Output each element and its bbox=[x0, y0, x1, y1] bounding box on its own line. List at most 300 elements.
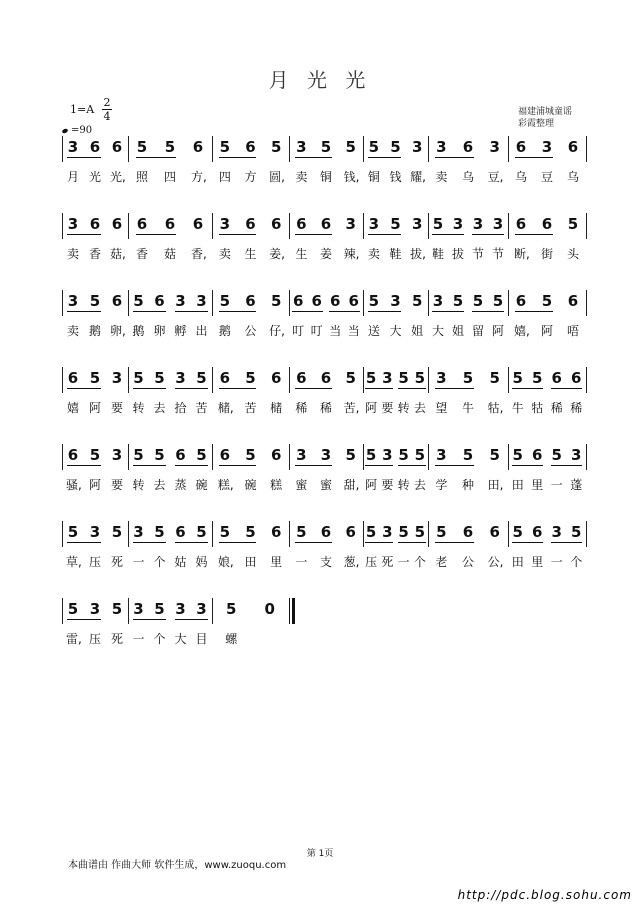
note: 3 bbox=[67, 138, 79, 156]
eighth-beam bbox=[435, 542, 474, 543]
lyric-syllable: 卖 bbox=[66, 324, 79, 338]
lyric-syllable: 转 bbox=[132, 401, 145, 415]
note: 3 bbox=[67, 215, 79, 233]
lyric-syllable: 月 bbox=[66, 170, 79, 184]
eighth-beam bbox=[175, 619, 208, 620]
lyric-syllable: 一 bbox=[132, 555, 145, 569]
note: 5 bbox=[432, 215, 444, 233]
lyric-syllable: 糕, bbox=[217, 478, 234, 492]
lyric-syllable: 仔, bbox=[269, 324, 285, 338]
lyric-syllable: 一 bbox=[550, 478, 563, 492]
barline bbox=[586, 444, 587, 470]
note: 6 bbox=[296, 215, 307, 233]
eighth-beam bbox=[515, 311, 553, 312]
note: 6 bbox=[515, 292, 527, 310]
note: 3 bbox=[472, 215, 484, 233]
barline bbox=[428, 290, 429, 316]
note: 6 bbox=[111, 292, 123, 310]
lyric-syllable: 当 bbox=[329, 324, 342, 338]
lyric-syllable: 老 bbox=[435, 555, 448, 569]
note: 6 bbox=[320, 523, 332, 541]
eighth-beam bbox=[512, 465, 544, 466]
note: 3 bbox=[133, 523, 144, 541]
lyric-syllable: 里 bbox=[270, 555, 283, 569]
lyric-syllable: 断, bbox=[514, 247, 530, 261]
lyric-syllable: 拾 bbox=[174, 401, 187, 415]
note: 5 bbox=[365, 523, 377, 541]
final-barline-thick bbox=[292, 598, 295, 624]
lyric-syllable: 香 bbox=[135, 247, 148, 261]
lyric-syllable: 草, bbox=[66, 555, 82, 569]
lyric-syllable: 雷, bbox=[66, 632, 82, 646]
note: 3 bbox=[368, 215, 380, 233]
note: 3 bbox=[175, 369, 186, 387]
note: 6 bbox=[164, 215, 176, 233]
note: 6 bbox=[320, 215, 332, 233]
note: 6 bbox=[532, 446, 543, 464]
lyric-syllable: 个 bbox=[570, 555, 583, 569]
note: 5 bbox=[345, 138, 356, 156]
lyric-syllable: 留 bbox=[471, 324, 484, 338]
note: 3 bbox=[111, 369, 123, 387]
eighth-beam bbox=[67, 311, 101, 312]
note: 5 bbox=[390, 215, 401, 233]
note: 3 bbox=[452, 215, 464, 233]
tempo-mark bbox=[62, 125, 92, 136]
eighth-beam bbox=[175, 542, 208, 543]
eighth-beam bbox=[551, 465, 583, 466]
lyric-syllable: 耀, bbox=[410, 170, 426, 184]
eighth-beam bbox=[292, 311, 323, 312]
note: 3 bbox=[196, 292, 207, 310]
barline bbox=[428, 444, 429, 470]
eighth-beam bbox=[435, 465, 474, 466]
note: 5 bbox=[320, 138, 332, 156]
note: 5 bbox=[245, 523, 256, 541]
barline bbox=[363, 290, 364, 316]
lyric-syllable: 鞋 bbox=[431, 247, 444, 261]
barline bbox=[212, 290, 213, 316]
lyric-syllable: 田 bbox=[511, 478, 524, 492]
lyric-syllable: 一 bbox=[550, 555, 563, 569]
lyric-syllable: 光 bbox=[88, 170, 101, 184]
barline bbox=[363, 444, 364, 470]
lyric-syllable: 死 bbox=[110, 632, 123, 646]
lyric-syllable: 乌 bbox=[514, 170, 527, 184]
lyric-syllable: 里 bbox=[531, 555, 544, 569]
lyric-syllable: 望 bbox=[435, 401, 448, 415]
lyric-syllable: 铜 bbox=[319, 170, 332, 184]
lyric-syllable: 送 bbox=[367, 324, 380, 338]
note: 5 bbox=[512, 369, 523, 387]
barline bbox=[586, 213, 587, 239]
barline bbox=[212, 367, 213, 393]
note: 6 bbox=[311, 292, 322, 310]
eighth-beam bbox=[398, 542, 426, 543]
eighth-beam bbox=[472, 311, 504, 312]
barline bbox=[128, 444, 129, 470]
lyric-syllable: 嬉 bbox=[66, 401, 79, 415]
note: 6 bbox=[320, 369, 332, 387]
note: 3 bbox=[345, 215, 356, 233]
eighth-beam bbox=[133, 311, 166, 312]
note: 5 bbox=[365, 446, 377, 464]
eighth-beam bbox=[67, 157, 101, 158]
lyric-syllable: 压 bbox=[365, 555, 378, 569]
eighth-beam bbox=[432, 234, 464, 235]
note: 6 bbox=[515, 215, 527, 233]
note: 5 bbox=[67, 523, 79, 541]
note: 5 bbox=[219, 292, 231, 310]
lyric-syllable: 死 bbox=[110, 555, 123, 569]
lyric-syllable: 一 bbox=[295, 555, 308, 569]
note: 5 bbox=[571, 523, 582, 541]
barline bbox=[212, 521, 213, 547]
barline bbox=[128, 290, 129, 316]
lyric-syllable: 田, bbox=[487, 478, 504, 492]
lyric-syllable: 鹅 bbox=[88, 324, 101, 338]
eighth-beam bbox=[295, 388, 332, 389]
lyric-syllable: 槠 bbox=[270, 401, 283, 415]
note: 5 bbox=[365, 369, 377, 387]
lyric-syllable: 牯, bbox=[487, 401, 504, 415]
final-barline-thin bbox=[289, 598, 290, 624]
note: 5 bbox=[89, 369, 101, 387]
lyric-syllable: 拔, bbox=[410, 247, 426, 261]
lyric-syllable: 卖 bbox=[367, 247, 380, 261]
note: 6 bbox=[219, 369, 231, 387]
lyric-syllable: 姜 bbox=[319, 247, 332, 261]
barline bbox=[212, 136, 213, 162]
lyric-syllable: 大 bbox=[174, 632, 187, 646]
lyric-syllable: 去 bbox=[413, 401, 426, 415]
lyric-syllable: 头 bbox=[566, 247, 579, 261]
lyric-syllable: 里 bbox=[531, 478, 544, 492]
eighth-beam bbox=[551, 542, 583, 543]
eighth-beam bbox=[398, 388, 426, 389]
lyric-syllable: 孵 bbox=[174, 324, 187, 338]
eighth-beam bbox=[133, 465, 166, 466]
lyric-syllable: 乌 bbox=[566, 170, 579, 184]
barline bbox=[289, 136, 290, 162]
eighth-beam bbox=[432, 311, 464, 312]
note: 6 bbox=[270, 369, 282, 387]
eighth-beam bbox=[175, 311, 208, 312]
note: 6 bbox=[136, 215, 148, 233]
time-signature bbox=[101, 96, 113, 123]
eighth-beam bbox=[295, 157, 332, 158]
barline bbox=[62, 213, 63, 239]
lyric-syllable: 方 bbox=[244, 170, 257, 184]
barline bbox=[586, 136, 587, 162]
note: 5 bbox=[164, 138, 176, 156]
lyric-syllable: 蒸 bbox=[174, 478, 187, 492]
note: 5 bbox=[489, 446, 500, 464]
note: 3 bbox=[320, 446, 332, 464]
note: 6 bbox=[89, 215, 101, 233]
note: 5 bbox=[111, 600, 123, 618]
lyric-syllable: 阿 bbox=[88, 478, 101, 492]
key-signature: 1=A bbox=[70, 103, 95, 116]
note: 3 bbox=[296, 138, 307, 156]
note: 6 bbox=[270, 215, 282, 233]
note: 5 bbox=[226, 600, 237, 618]
barline bbox=[289, 521, 290, 547]
note: 3 bbox=[89, 600, 101, 618]
eighth-beam bbox=[219, 465, 257, 466]
note: 3 bbox=[492, 215, 504, 233]
lyric-syllable: 稀 bbox=[319, 401, 332, 415]
lyric-syllable: 目 bbox=[195, 632, 208, 646]
note: 3 bbox=[382, 523, 393, 541]
note: 5 bbox=[345, 369, 356, 387]
lyric-syllable: 鞋 bbox=[389, 247, 402, 261]
eighth-beam bbox=[365, 542, 393, 543]
barline bbox=[289, 290, 290, 316]
note: 5 bbox=[414, 523, 426, 541]
lyric-syllable: 甜, bbox=[343, 478, 360, 492]
note: 3 bbox=[551, 523, 562, 541]
note: 5 bbox=[196, 369, 207, 387]
barline bbox=[128, 136, 129, 162]
page-number: 第 1页 bbox=[306, 849, 334, 859]
barline bbox=[428, 367, 429, 393]
barline bbox=[62, 136, 63, 162]
note: 5 bbox=[219, 138, 231, 156]
note: 5 bbox=[133, 292, 144, 310]
eighth-beam bbox=[512, 388, 544, 389]
note: 5 bbox=[512, 446, 523, 464]
lyric-syllable: 阿 bbox=[365, 401, 378, 415]
eighth-beam bbox=[133, 388, 166, 389]
lyric-syllable: 姐 bbox=[411, 324, 424, 338]
barline bbox=[128, 213, 129, 239]
lyric-syllable: 菇 bbox=[163, 247, 176, 261]
time-signature-top: 2 bbox=[103, 96, 111, 109]
lyric-syllable: 稀 bbox=[570, 401, 583, 415]
lyric-syllable: 要 bbox=[381, 401, 394, 415]
lyric-syllable: 蜜 bbox=[295, 478, 308, 492]
note: 6 bbox=[296, 369, 307, 387]
lyric-syllable: 压 bbox=[88, 555, 101, 569]
note: 3 bbox=[489, 138, 500, 156]
lyric-syllable: 当 bbox=[347, 324, 360, 338]
note: 5 bbox=[296, 523, 307, 541]
eighth-beam bbox=[295, 465, 332, 466]
lyric-syllable: 节 bbox=[491, 247, 504, 261]
lyric-syllable: 钱, bbox=[343, 170, 360, 184]
eighth-beam bbox=[133, 542, 166, 543]
barline bbox=[212, 444, 213, 470]
eighth-beam bbox=[219, 234, 257, 235]
eighth-beam bbox=[515, 234, 553, 235]
lyric-syllable: 鹅 bbox=[218, 324, 231, 338]
note: 3 bbox=[175, 292, 186, 310]
note: 6 bbox=[462, 138, 474, 156]
barline bbox=[62, 444, 63, 470]
note: 5 bbox=[154, 523, 165, 541]
barline bbox=[428, 521, 429, 547]
barline bbox=[62, 290, 63, 316]
note: 5 bbox=[390, 138, 401, 156]
lyric-syllable: 公 bbox=[244, 324, 257, 338]
lyric-syllable: 蜜 bbox=[319, 478, 332, 492]
note: 5 bbox=[133, 369, 144, 387]
lyric-syllable: 卖 bbox=[435, 170, 448, 184]
eighth-beam bbox=[295, 234, 332, 235]
note: 6 bbox=[111, 138, 123, 156]
lyric-syllable: 一 bbox=[132, 632, 145, 646]
note: 5 bbox=[154, 369, 165, 387]
lyric-syllable: 支 bbox=[319, 555, 332, 569]
note: 3 bbox=[390, 292, 401, 310]
lyric-syllable: 鹅 bbox=[132, 324, 145, 338]
lyric-syllable: 卵 bbox=[153, 324, 166, 338]
note: 5 bbox=[245, 369, 256, 387]
note: 6 bbox=[489, 523, 500, 541]
note: 6 bbox=[515, 138, 527, 156]
lyric-syllable: 娘, bbox=[217, 555, 234, 569]
note: 5 bbox=[512, 523, 523, 541]
note: 5 bbox=[398, 446, 409, 464]
note: 3 bbox=[436, 446, 447, 464]
note: 6 bbox=[532, 523, 543, 541]
lyric-syllable: 钱 bbox=[389, 170, 402, 184]
lyric-syllable: 牯 bbox=[531, 401, 544, 415]
lyric-syllable: 街 bbox=[540, 247, 553, 261]
quarter-note-icon bbox=[61, 127, 68, 133]
barline bbox=[428, 213, 429, 239]
lyric-syllable: 豆 bbox=[540, 170, 553, 184]
lyric-syllable: 种 bbox=[461, 478, 474, 492]
note: 5 bbox=[411, 292, 423, 310]
note: 5 bbox=[532, 369, 543, 387]
note: 3 bbox=[571, 446, 582, 464]
lyric-syllable: 去 bbox=[153, 401, 166, 415]
tempo-value: =90 bbox=[71, 125, 93, 136]
barline bbox=[363, 136, 364, 162]
eighth-beam bbox=[435, 388, 474, 389]
lyric-syllable: 骚, bbox=[66, 478, 82, 492]
barline bbox=[289, 444, 290, 470]
lyric-syllable: 辣, bbox=[343, 247, 360, 261]
barline bbox=[428, 136, 429, 162]
lyric-syllable: 槠, bbox=[217, 401, 234, 415]
eighth-beam bbox=[551, 388, 583, 389]
lyric-syllable: 转 bbox=[397, 478, 410, 492]
note: 5 bbox=[133, 446, 144, 464]
eighth-beam bbox=[435, 157, 474, 158]
note: 5 bbox=[136, 138, 148, 156]
note: 6 bbox=[175, 446, 186, 464]
lyric-syllable: 苦 bbox=[244, 401, 257, 415]
eighth-beam bbox=[368, 311, 402, 312]
note: 6 bbox=[462, 523, 474, 541]
note: 5 bbox=[111, 523, 123, 541]
lyric-syllable: 豆, bbox=[487, 170, 504, 184]
note: 5 bbox=[89, 446, 101, 464]
note: 6 bbox=[245, 215, 256, 233]
eighth-beam bbox=[136, 234, 176, 235]
note: 6 bbox=[541, 215, 553, 233]
lyric-syllable: 四 bbox=[218, 170, 231, 184]
lyric-syllable: 方, bbox=[191, 170, 207, 184]
lyric-syllable: 个 bbox=[413, 555, 426, 569]
note: 5 bbox=[270, 292, 282, 310]
note: 5 bbox=[472, 292, 484, 310]
lyric-syllable: 圆, bbox=[269, 170, 285, 184]
note: 5 bbox=[541, 292, 553, 310]
eighth-beam bbox=[219, 311, 257, 312]
note: 3 bbox=[436, 138, 447, 156]
watermark: http://pdc.blog.sohu.com bbox=[457, 888, 632, 902]
note: 3 bbox=[296, 446, 307, 464]
note: 6 bbox=[192, 138, 204, 156]
lyric-syllable: 学 bbox=[435, 478, 448, 492]
note: 3 bbox=[436, 369, 447, 387]
lyric-syllable: 嬉, bbox=[514, 324, 530, 338]
lyric-syllable: 姐 bbox=[451, 324, 464, 338]
lyric-syllable: 唔 bbox=[566, 324, 579, 338]
lyric-syllable: 要 bbox=[381, 478, 394, 492]
lyric-syllable: 阿 bbox=[540, 324, 553, 338]
note: 5 bbox=[154, 600, 165, 618]
note: 3 bbox=[411, 138, 423, 156]
barline bbox=[508, 136, 509, 162]
lyric-syllable: 照 bbox=[135, 170, 148, 184]
lyric-syllable: 压 bbox=[88, 632, 101, 646]
eighth-beam bbox=[67, 388, 101, 389]
note: 5 bbox=[414, 446, 426, 464]
credit-arranger: 彩霞整理 bbox=[518, 119, 555, 129]
barline bbox=[508, 521, 509, 547]
note: 3 bbox=[111, 446, 123, 464]
lyric-syllable: 香, bbox=[191, 247, 207, 261]
note: 5 bbox=[368, 292, 380, 310]
lyric-syllable: 一 bbox=[397, 555, 410, 569]
lyric-syllable: 蓬 bbox=[570, 478, 583, 492]
note: 6 bbox=[67, 446, 79, 464]
lyric-syllable: 卖 bbox=[295, 170, 308, 184]
barline bbox=[62, 521, 63, 547]
barline bbox=[508, 367, 509, 393]
note: 0 bbox=[264, 600, 275, 618]
lyric-syllable: 去 bbox=[153, 478, 166, 492]
note: 6 bbox=[293, 292, 304, 310]
lyric-syllable: 牛 bbox=[511, 401, 524, 415]
note: 6 bbox=[551, 369, 562, 387]
barline bbox=[128, 521, 129, 547]
note: 3 bbox=[382, 446, 393, 464]
eighth-beam bbox=[365, 465, 393, 466]
lyric-syllable: 田 bbox=[511, 555, 524, 569]
lyric-syllable: 个 bbox=[153, 555, 166, 569]
barline bbox=[289, 367, 290, 393]
eighth-beam bbox=[398, 465, 426, 466]
lyric-syllable: 糕 bbox=[270, 478, 283, 492]
lyric-syllable: 生 bbox=[295, 247, 308, 261]
note: 3 bbox=[133, 600, 144, 618]
eighth-beam bbox=[219, 542, 257, 543]
note: 3 bbox=[89, 523, 101, 541]
lyric-syllable: 大 bbox=[389, 324, 402, 338]
note: 6 bbox=[571, 369, 582, 387]
note: 5 bbox=[67, 600, 79, 618]
barline bbox=[62, 598, 63, 624]
lyric-syllable: 稀 bbox=[550, 401, 563, 415]
lyric-syllable: 个 bbox=[153, 632, 166, 646]
lyric-syllable: 阿 bbox=[491, 324, 504, 338]
